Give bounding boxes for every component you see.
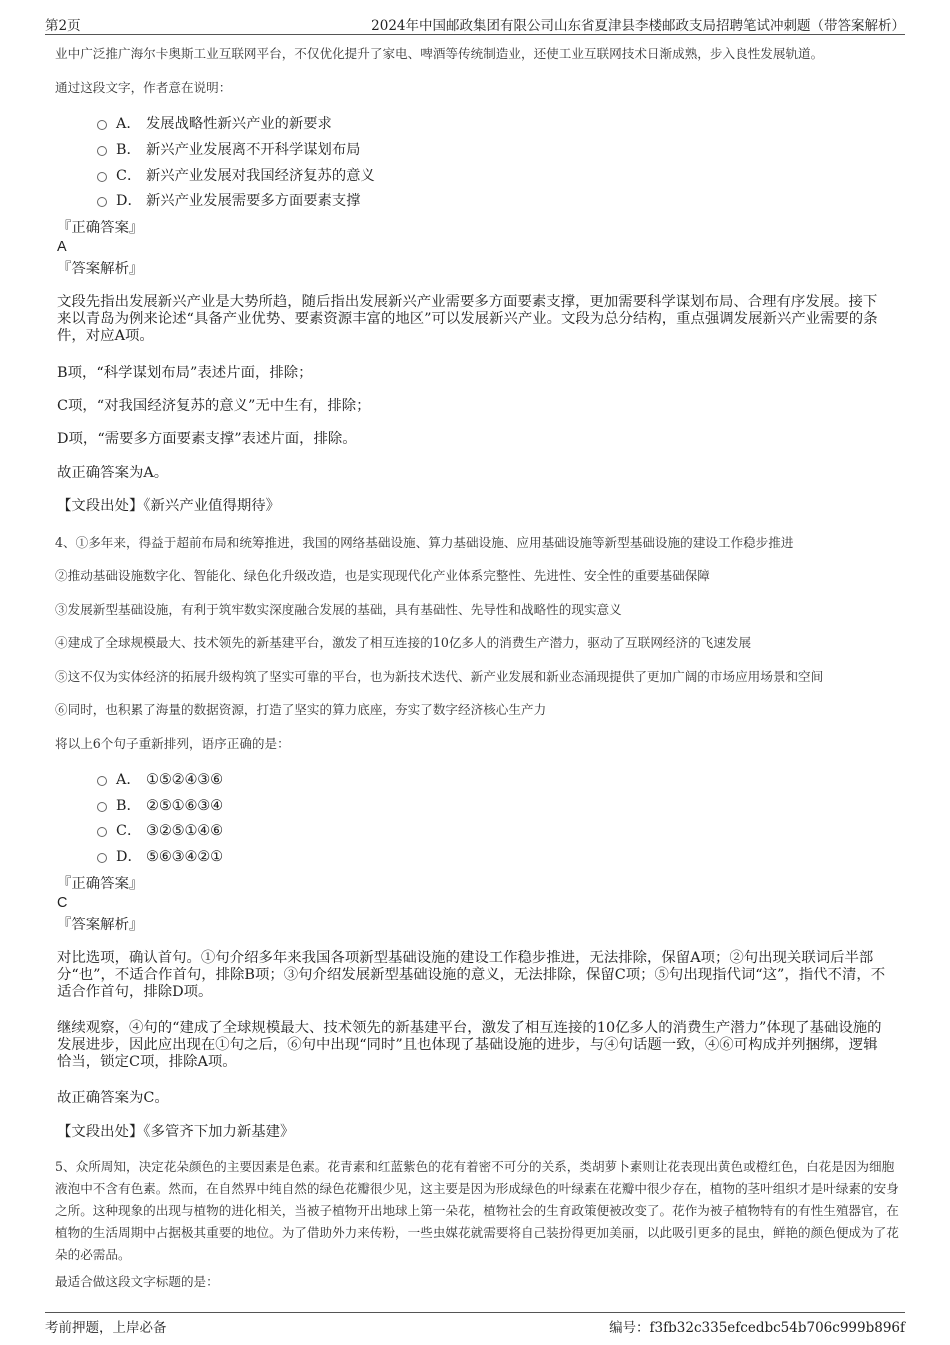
option-letter: A． [116, 116, 141, 132]
q4-option-d[interactable] [97, 847, 223, 867]
q4-analysis-paragraph: 继续观察，④句的“建成了全球规模最大、技术领先的新基建平台，激发了相互连接的10亿多人的消费生产潜力”体现了基础设施的发展进步，因此应出现在①句之后，⑥句中出现“同时”且也体现了基础设施的进步，与④句话题一致，④⑥可构成并列捆绑，逻辑恰当，锁定C项，排除A项。 [57, 1020, 882, 1070]
option-letter: A． [116, 772, 141, 788]
q4-sentence: ②推动基础设施数字化、智能化、绿色化升级改造，也是实现现代化产业体系完整性、先进性、安全性的重要基础保障 [55, 568, 710, 583]
q5-passage: 5、众所周知，决定花朵颜色的主要因素是色素。花青素和红蓝紫色的花有着密不可分的关系，类胡萝卜素则让花表现出黄色或橙红色，白花是因为细胞液泡中不含有色素。然而，在自然界中纯自然的绿色花瓣很少见，这主要是因为形成绿色的叶绿素在花瓣中很少存在，植物的茎叶组织才是叶绿素的安身之所。这种现象的出现与植物的进化相关，当被子植物开出地球上第一朵花，植物社会的生育政策便被改变了。花作为被子植物特有的有性生殖器官，在植物的生活周期中占据极其重要的地位。为了借助外力来传粉，一些虫媒花就需要将自己装扮得更加美丽，以此吸引更多的昆虫，鲜艳的颜色便成为了花朵的必需品。 [55, 1159, 899, 1262]
q3-analysis-paragraph: C项，“对我国经济复苏的意义”无中生有，排除； [57, 398, 371, 414]
option-text: ⑤⑥③④②① [146, 849, 223, 865]
option-letter: B． [116, 142, 141, 158]
option-letter: C． [116, 823, 142, 839]
q3-option-a[interactable] [97, 114, 332, 134]
q4-analysis-paragraph: 对比选项，确认首句。①句介绍多年来我国各项新型基础设施的建设工作稳步推进，无法排除，保留A项；②句出现关联词后半部分“也”，不适合作首句，排除B项；③句介绍发展新型基础设施的意义，无法排除，保留C项；⑤句出现指代词“这”，指代不清，不适合作首句，排除D项。 [57, 950, 886, 1000]
q3-question: 通过这段文字，作者意在说明： [55, 80, 232, 95]
q4-question: 将以上6个句子重新排列，语序正确的是： [55, 736, 290, 751]
radio-icon[interactable] [97, 827, 107, 837]
footer-slogan: 考前押题，上岸必备 [45, 1320, 167, 1336]
option-text: ②⑤①⑥③④ [146, 798, 223, 814]
q4-answer: C [57, 895, 68, 911]
q4-source: 【文段出处】《多管齐下加力新基建》 [57, 1124, 295, 1140]
q3-option-d[interactable] [97, 191, 360, 211]
q4-option-a[interactable] [97, 770, 223, 790]
radio-icon[interactable] [97, 802, 107, 812]
q4-conclusion: 故正确答案为C。 [57, 1090, 169, 1106]
q3-source: 【文段出处】《新兴产业值得期待》 [57, 498, 281, 514]
q3-analysis-label: 『答案解析』 [57, 261, 144, 277]
q5-question: 最适合做这段文字标题的是： [55, 1274, 219, 1289]
option-letter: D． [116, 193, 142, 209]
option-letter: D． [116, 849, 142, 865]
page-header [45, 12, 905, 35]
option-text: ①⑤②④③⑥ [146, 772, 223, 788]
q3-passage-tail: 业中广泛推广海尔卡奥斯工业互联网平台，不仅优化提升了家电、啤酒等传统制造业，还使工业互联网技术日渐成熟，步入良性发展轨道。 [55, 46, 824, 61]
option-text: 发展战略性新兴产业的新要求 [146, 116, 332, 132]
q4-option-c[interactable] [97, 821, 223, 841]
document-id: 编号：f3fb32c335efcedbc54b706c999b896f [609, 1320, 905, 1336]
radio-icon[interactable] [97, 172, 107, 182]
q4-sentence: ⑥同时，也积累了海量的数据资源，打造了坚实的算力底座，夯实了数字经济核心生产力 [55, 702, 547, 717]
radio-icon[interactable] [97, 146, 107, 156]
radio-icon[interactable] [97, 197, 107, 207]
q3-option-c[interactable] [97, 166, 375, 186]
q4-sentence: 4、①多年来，得益于超前布局和统筹推进，我国的网络基础设施、算力基础设施、应用基础设施等新型基础设施的建设工作稳步推进 [55, 535, 794, 550]
option-letter: C． [116, 168, 142, 184]
q4-sentence: ③发展新型基础设施，有利于筑牢数实深度融合发展的基础，具有基础性、先导性和战略性的现实意义 [55, 602, 622, 617]
q3-option-b[interactable] [97, 140, 360, 160]
q4-analysis-label: 『答案解析』 [57, 917, 144, 933]
q4-sentence: ④建成了全球规模最大、技术领先的新基建平台，激发了相互连接的10亿多人的消费生产潜力，驱动了互联网经济的飞速发展 [55, 635, 752, 650]
q3-answer: A [57, 239, 67, 255]
q3-analysis-paragraph: 文段先指出发展新兴产业是大势所趋，随后指出发展新兴产业需要多方面要素支撑，更加需要科学谋划布局、合理有序发展。接下来以青岛为例来论述“具备产业优势、要素资源丰富的地区”可以发展新兴产业。文段为总分结构，重点强调发展新兴产业需要的条件，对应A项。 [57, 294, 878, 344]
q3-answer-label: 『正确答案』 [57, 220, 144, 236]
q3-analysis-paragraph: D项，“需要多方面要素支撑”表述片面，排除。 [57, 431, 357, 447]
radio-icon[interactable] [97, 120, 107, 130]
option-text: ③②⑤①④⑥ [146, 823, 223, 839]
q3-conclusion: 故正确答案为A。 [57, 465, 169, 481]
q4-option-b[interactable] [97, 796, 223, 816]
radio-icon[interactable] [97, 853, 107, 863]
q3-analysis-paragraph: B项，“科学谋划布局”表述片面，排除； [57, 365, 313, 381]
option-text: 新兴产业发展需要多方面要素支撑 [146, 193, 361, 209]
page-footer [45, 1312, 905, 1337]
document-title: 2024年中国邮政集团有限公司山东省夏津县李楼邮政支局招聘笔试冲刺题（带答案解析） [371, 18, 905, 34]
q4-sentence: ⑤这不仅为实体经济的拓展升级构筑了坚实可靠的平台，也为新技术迭代、新产业发展和新业态涌现提供了更加广阔的市场应用场景和空间 [55, 669, 824, 684]
q4-answer-label: 『正确答案』 [57, 876, 144, 892]
option-text: 新兴产业发展对我国经济复苏的意义 [146, 168, 375, 184]
radio-icon[interactable] [97, 776, 107, 786]
option-letter: B． [116, 798, 141, 814]
option-text: 新兴产业发展离不开科学谋划布局 [146, 142, 361, 158]
page-number: 第2页 [45, 18, 81, 34]
